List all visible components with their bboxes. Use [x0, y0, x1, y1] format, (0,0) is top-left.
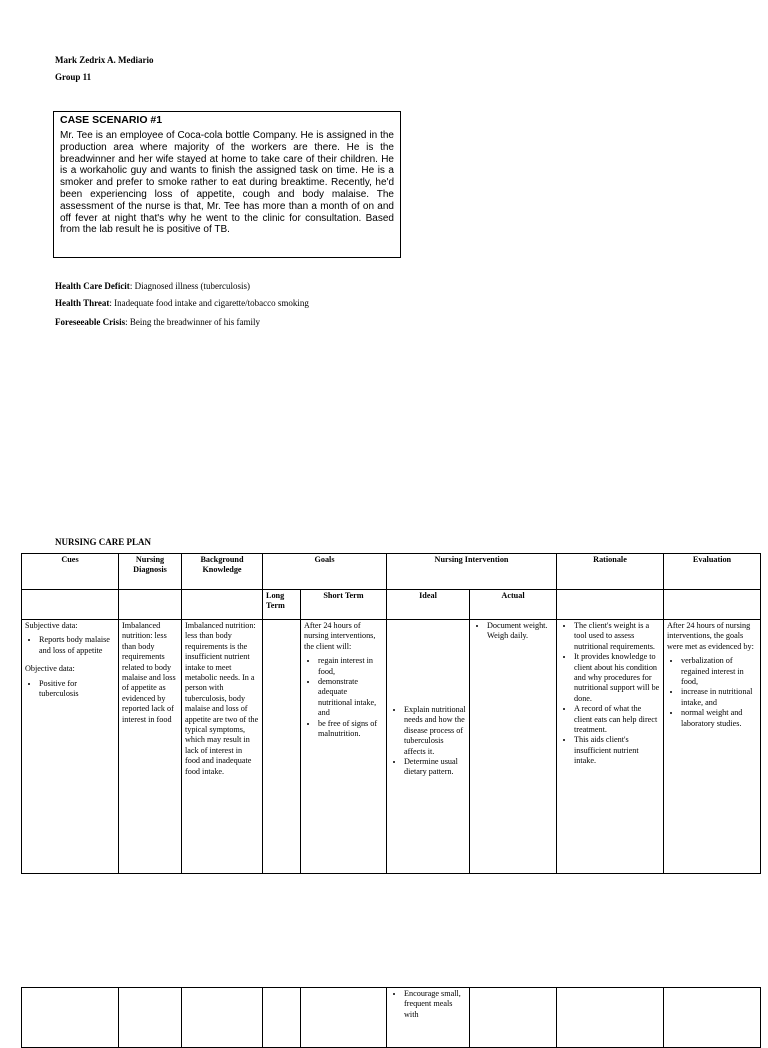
empty-cell — [22, 590, 119, 620]
ideal-item: • Encourage small, frequent meals with — [404, 989, 466, 1020]
rationale-item: • This aids client's insufficient nutrient intake. — [574, 735, 660, 766]
evaluation-intro: After 24 hours of nursing interventions, the goals were met as evidenced by: — [667, 621, 754, 651]
empty-cell — [470, 988, 557, 1048]
ideal-item: • Determine usual dietary pattern. — [404, 757, 466, 778]
empty-cell — [664, 590, 761, 620]
empty-cell — [664, 988, 761, 1048]
diagnosis-cell: Imbalanced nutrition: less than body requirements related to body malaise and loss of appetite as evidenced by reported lack of interest in food — [119, 620, 182, 874]
nursing-care-plan-table-continued — [21, 987, 761, 1048]
long-term-header: Long Term — [263, 590, 301, 620]
diagnosis-header: Nursing Diagnosis — [119, 554, 182, 590]
rationale-cell — [557, 620, 664, 874]
empty-cell — [263, 988, 301, 1048]
actual-item: • Document weight. Weigh daily. — [487, 621, 553, 642]
actual-header: Actual — [470, 590, 557, 620]
ideal-header: Ideal — [387, 590, 470, 620]
crisis-value: : Being the breadwinner of his family — [125, 317, 261, 327]
header-row — [22, 554, 761, 590]
rationale-item: • It provides knowledge to client about his condition and why procedures for nutritional support will be done. — [574, 652, 660, 704]
short-term-item: • regain interest in food, — [318, 656, 383, 677]
empty-cell — [119, 590, 182, 620]
goals-header: Goals — [263, 554, 387, 590]
subjective-item: • Reports body malaise and loss of appetite — [39, 635, 115, 656]
rationale-item: • A record of what the client eats can help direct treatment. — [574, 704, 660, 735]
deficit-value: : Diagnosed illness (tuberculosis) — [129, 281, 251, 291]
rationale-header: Rationale — [557, 554, 664, 590]
long-term-cell — [263, 620, 301, 874]
empty-cell — [22, 988, 119, 1048]
ideal-cell — [387, 620, 470, 874]
background-header: Background Knowledge — [182, 554, 263, 590]
health-care-deficit — [55, 281, 250, 292]
background-cell: Imbalanced nutrition: less than body requirements is the insufficient nutrient intake to meet metabolic needs. In a person with tuberculosis, body malaise and loss of appetite are two of the typical symptoms, which may result in lack of interest in food and inadequate food intake. — [182, 620, 263, 874]
threat-label: Health Threat — [55, 298, 110, 308]
short-term-intro: After 24 hours of nursing interventions, the client will: — [304, 621, 376, 651]
group-label: Group 11 — [55, 72, 92, 82]
objective-label: Objective data: — [25, 664, 75, 674]
foreseeable-crisis — [55, 317, 260, 328]
cues-header: Cues — [22, 554, 119, 590]
objective-item: • Positive for tuberculosis — [39, 679, 115, 700]
short-term-item: • demonstrate adequate nutritional intake, and — [318, 677, 383, 719]
empty-cell — [182, 590, 263, 620]
empty-cell — [557, 590, 664, 620]
evaluation-item: • verbalization of regained interest in food, — [681, 656, 757, 687]
nursing-care-plan-table — [21, 553, 761, 874]
deficit-label: Health Care Deficit — [55, 281, 130, 291]
empty-cell — [301, 988, 387, 1048]
short-term-header: Short Term — [301, 590, 387, 620]
evaluation-header: Evaluation — [664, 554, 761, 590]
plan-row — [22, 620, 761, 874]
crisis-label: Foreseeable Crisis — [55, 317, 126, 327]
evaluation-item: • normal weight and laboratory studies. — [681, 708, 757, 729]
empty-cell — [182, 988, 263, 1048]
case-scenario-body: Mr. Tee is an employee of Coca-cola bottle Company. He is assigned in the production area where majority of the workers are there. He is the breadwinner and her wife stayed at home to take care of their children. He is a workaholic guy and wants to finish the assigned task on time. He is a smoker and prefer to smoke rather to eat during breaktime. Recently, he'd been experiencing loss of appetite, cough and body malaise. The assessment of the nurse is that, Mr. Tee has more than a month of on and off fever at night that's why he went to the clinic for consultation. Based from the lab result he is positive of TB. — [60, 130, 394, 236]
rationale-item: • The client's weight is a tool used to assess nutritional requirements. — [574, 621, 660, 652]
ideal-cell-continued — [387, 988, 470, 1048]
case-scenario-box — [53, 111, 401, 258]
subjective-label: Subjective data: — [25, 621, 78, 630]
subheader-row — [22, 590, 761, 620]
health-threat — [55, 298, 309, 309]
empty-cell — [119, 988, 182, 1048]
short-term-item: • be free of signs of malnutrition. — [318, 719, 383, 740]
case-scenario-title: CASE SCENARIO #1 — [60, 114, 163, 126]
ideal-item: • Explain nutritional needs and how the disease process of tuberculosis affects it. — [404, 705, 466, 757]
evaluation-item: • increase in nutritional intake, and — [681, 687, 757, 708]
continued-row — [22, 988, 761, 1048]
short-term-cell — [301, 620, 387, 874]
actual-cell — [470, 620, 557, 874]
empty-cell — [557, 988, 664, 1048]
author-name: Mark Zedrix A. Mediario — [55, 55, 154, 65]
intervention-header: Nursing Intervention — [387, 554, 557, 590]
nursing-care-plan-label: NURSING CARE PLAN — [55, 537, 152, 547]
evaluation-cell — [664, 620, 761, 874]
cues-cell — [22, 620, 119, 874]
threat-value: : Inadequate food intake and cigarette/tobacco smoking — [109, 298, 309, 308]
